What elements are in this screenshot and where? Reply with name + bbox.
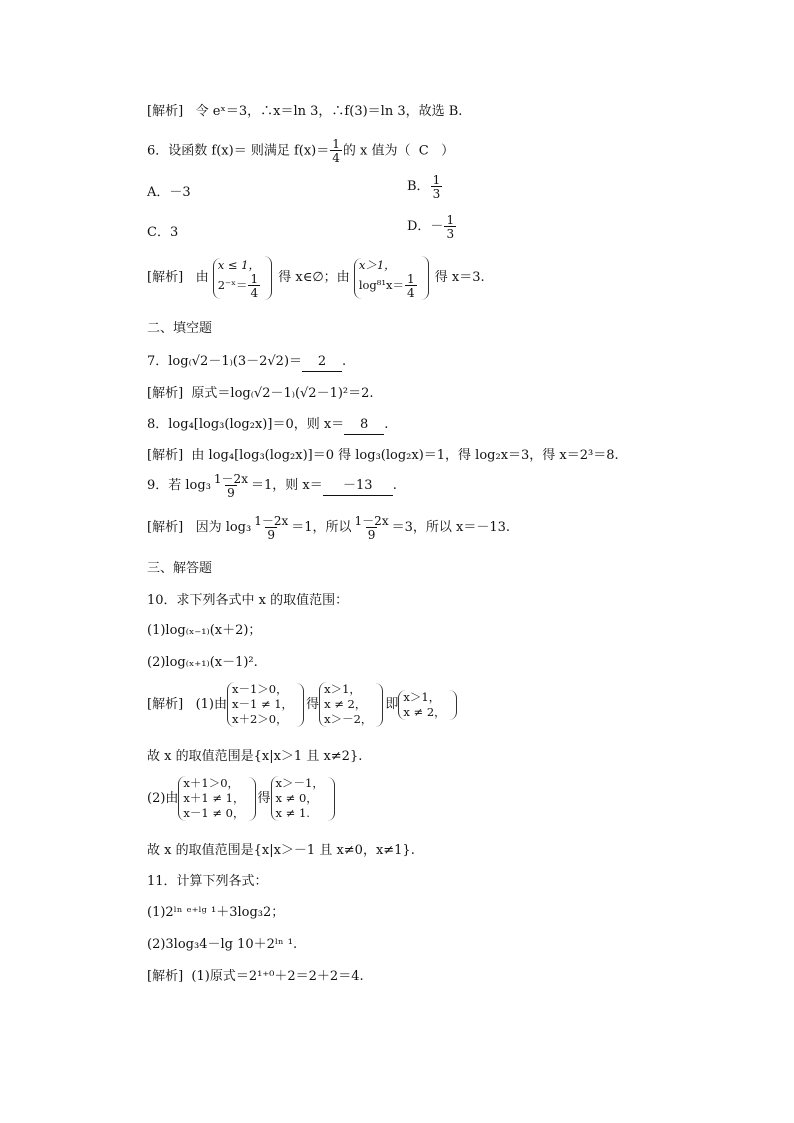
solution-tag: [解析] <box>147 696 184 712</box>
q6-option-a: A．－3 <box>147 185 191 200</box>
q10-part1: (1)log₍ₓ₋₁₎(x＋2)； <box>147 623 262 638</box>
solution-tag: [解析] <box>147 969 184 984</box>
q8-stem: 8．log₄[log₃(log₂x)]＝0，则 x＝ 8 . <box>147 416 388 435</box>
solution-tag: [解析] <box>147 270 184 285</box>
answer: C <box>418 143 429 159</box>
q10-part2: (2)log₍ₓ₊₁₎(x－1)². <box>147 655 258 670</box>
equation-system: x＞1， x ≠ 2， <box>398 690 445 720</box>
q5-solution <box>147 103 462 121</box>
stem-text: 的 x 值为（ <box>342 143 411 159</box>
solution-tag: [解析] <box>147 104 184 119</box>
q8-solution: [解析] 由 log₄[log₃(log₂x)]＝0 得 log₃(log₂x)＝1，得 log₂x＝3，得 x＝2³＝8. <box>147 448 619 463</box>
q11-solution: [解析] (1)原式＝2¹⁺⁰＋2＝2＋2＝4. <box>147 969 364 984</box>
section-fill-blank: 二、填空题 <box>147 321 213 336</box>
q11-part2: (2)3log₃4－lg 10＋2ˡⁿ ¹. <box>147 937 298 952</box>
answer-blank: 2 <box>302 353 342 372</box>
q6-option-d: D．－ $\frac{1}{3}$ <box>407 213 455 241</box>
equation-system: x＋1＞0， x＋1 ≠ 1， x－1 ≠ 0， <box>178 776 244 821</box>
solution-tag: [解析] <box>147 386 184 401</box>
q7-stem: 7．log₍√2－1₎(3－2√2)＝ 2 . <box>147 353 346 372</box>
solution-tag: [解析] <box>147 448 184 463</box>
q10-answer-1: 故 x 的取值范围是{x|x＞1 且 x≠2}. <box>147 749 363 764</box>
q11-part1: (1)2ˡⁿ ᵉ⁺ˡᵍ ¹＋3log₃2； <box>147 905 285 920</box>
q10-solution-2: (2)由 x＋1＞0， x＋1 ≠ 1， x－1 ≠ 0， 得 x＞－1， x ≠ 0， x ≠ 1. <box>147 776 337 821</box>
q7-solution: [解析] 原式＝log₍√2－1₎(√2－1)²＝2. <box>147 386 374 401</box>
q6-stem <box>147 138 454 164</box>
q9-solution: [解析] 因为 log₃ $\frac{1-2x}{9}$ ＝1，所以 $\frac{1-2x}{9}$ ＝3，所以 x＝－13. <box>147 514 511 542</box>
q10-answer-2: 故 x 的取值范围是{x|x＞－1 且 x≠0，x≠1}. <box>147 843 415 858</box>
equation-system: x＞1， log⁸¹x＝ $\frac{1}{4}$ <box>354 258 418 299</box>
q6-option-c: C．3 <box>147 225 179 240</box>
q6-solution: [解析] 由 x ≤ 1， 2⁻ˣ＝ $\frac{1}{4}$ 得 x∈∅；由 x＞1， log⁸¹x＝ $\frac{1}{4}$ 得 x＝3. <box>147 257 485 300</box>
solution-text: 令 eˣ＝3，∴x＝ln 3，∴f(3)＝ln 3，故选 B. <box>195 104 463 119</box>
answer-blank: 8 <box>344 416 384 435</box>
fraction: $\frac{1}{4}$ <box>332 137 340 165</box>
q11-stem: 11．计算下列各式： <box>147 874 268 889</box>
q9-stem: 9．若 log₃ $\frac{1-2x}{9}$ ＝1，则 x＝ －13 . <box>147 472 397 500</box>
q10-solution-1: [解析] (1)由 x－1＞0， x－1 ≠ 1， x＋2＞0， 得 x＞1， x ≠ 2， x＞－2， 即 x＞1， x ≠ 2， <box>147 682 459 727</box>
equation-system: x＞－1， x ≠ 0， x ≠ 1. <box>271 776 324 821</box>
q6-option-b: B． $\frac{1}{3}$ <box>407 173 441 201</box>
q10-stem: 10．求下列各式中 x 的取值范围： <box>147 593 349 608</box>
equation-system: x＞1， x ≠ 2， x＞－2， <box>319 682 372 727</box>
stem-text: ） <box>441 143 455 159</box>
equation-system: x－1＞0， x－1 ≠ 1， x＋2＞0， <box>227 682 293 727</box>
stem-text: 6．设函数 f(x)＝ 则满足 f(x)＝ <box>147 143 330 159</box>
solution-tag: [解析] <box>147 520 184 535</box>
answer-blank: －13 <box>323 477 393 496</box>
section-answer: 三、解答题 <box>147 561 213 576</box>
equation-system: x ≤ 1， 2⁻ˣ＝ $\frac{1}{4}$ <box>213 258 261 299</box>
